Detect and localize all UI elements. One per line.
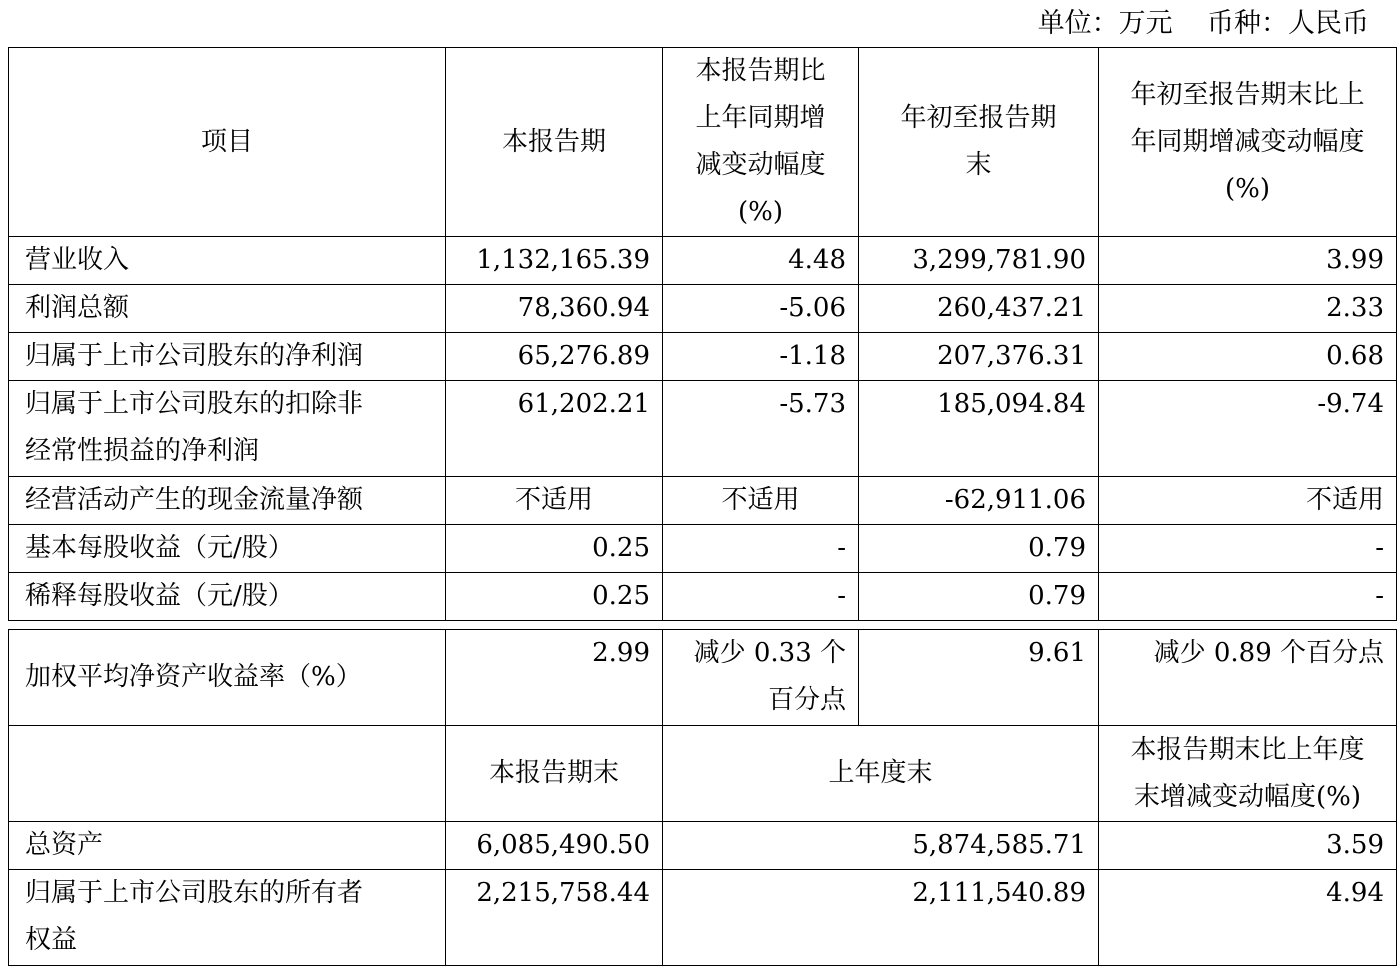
header-ytd-line1: 年初至报告期 — [900, 103, 1057, 133]
header-period-end: 本报告期末 — [446, 726, 663, 822]
key-financial-data-table — [8, 47, 1397, 621]
header-period-change — [1099, 726, 1397, 822]
header-blank — [9, 726, 446, 822]
cell-current: 61,202.21 — [446, 381, 663, 477]
cell-change: 3.59 — [1099, 822, 1397, 870]
row-item: 基本每股收益（元/股） — [9, 525, 446, 573]
table-row — [9, 237, 1397, 285]
cell-current: 2.99 — [446, 630, 663, 726]
cell-change: -5.73 — [663, 381, 859, 477]
cell-period-end: 2,215,758.44 — [446, 870, 663, 966]
row-item: 总资产 — [9, 822, 446, 870]
header-current-change-line4: (%) — [738, 197, 783, 227]
cell-ytd: 260,437.21 — [859, 285, 1099, 333]
header-current-change-line2: 上年同期增 — [695, 103, 826, 133]
cell-ytd: 207,376.31 — [859, 333, 1099, 381]
header-period-change-line1: 本报告期末比上年度 — [1130, 734, 1365, 765]
cell-ytd: 185,094.84 — [859, 381, 1099, 477]
cell-ytd-change: 减少 0.89 个百分点 — [1099, 630, 1397, 726]
cell-ytd: 0.79 — [859, 573, 1099, 621]
cell-current: 0.25 — [446, 525, 663, 573]
row-item: 经营活动产生的现金流量净额 — [9, 477, 446, 525]
header-ytd-line2: 末 — [965, 150, 992, 180]
cell-ytd: 9.61 — [859, 630, 1099, 726]
row-item — [9, 870, 446, 966]
cell-change: 4.48 — [663, 237, 859, 285]
table-row — [9, 822, 1397, 870]
cell-current: 78,360.94 — [446, 285, 663, 333]
cell-ytd-change: 2.33 — [1099, 285, 1397, 333]
header-period-change-line2: 末增减变动幅度(%) — [1134, 781, 1361, 812]
cell-change — [663, 630, 859, 726]
cell-change-line1: 减少 0.33 个 — [693, 638, 846, 668]
header-ytd-change-line3: (%) — [1225, 173, 1270, 204]
cell-ytd-change: 3.99 — [1099, 237, 1397, 285]
table-header-row — [9, 48, 1397, 237]
cell-change: - — [663, 573, 859, 621]
cell-current: 0.25 — [446, 573, 663, 621]
cell-current: 不适用 — [446, 477, 663, 525]
header-prior-year-end: 上年度末 — [663, 726, 1099, 822]
header-current-change-line3: 减变动幅度 — [695, 150, 826, 180]
row-item: 营业收入 — [9, 237, 446, 285]
cell-change: -5.06 — [663, 285, 859, 333]
cell-ytd-change: 不适用 — [1099, 477, 1397, 525]
header-current-change-line1: 本报告期比 — [695, 56, 826, 86]
cell-period-end: 6,085,490.50 — [446, 822, 663, 870]
cell-change: 不适用 — [663, 477, 859, 525]
balance-header-row — [9, 726, 1397, 822]
header-ytd — [859, 48, 1099, 237]
cell-change: - — [663, 525, 859, 573]
header-ytd-change-line2: 年同期增减变动幅度 — [1130, 126, 1365, 157]
table-row — [9, 525, 1397, 573]
row-item: 利润总额 — [9, 285, 446, 333]
cell-ytd-change: -9.74 — [1099, 381, 1397, 477]
cell-ytd-change: 0.68 — [1099, 333, 1397, 381]
header-ytd-change — [1099, 48, 1397, 237]
table-row — [9, 573, 1397, 621]
unit-currency-note: 单位：万元 币种：人民币 — [1037, 8, 1369, 39]
cell-current: 65,276.89 — [446, 333, 663, 381]
row-item — [9, 381, 446, 477]
header-current-period: 本报告期 — [446, 48, 663, 237]
cell-ytd: 0.79 — [859, 525, 1099, 573]
row-item-line1: 归属于上市公司股东的所有者 — [25, 878, 364, 908]
table-row — [9, 630, 1397, 726]
header-ytd-change-line1: 年初至报告期末比上 — [1130, 79, 1365, 110]
table-row — [9, 477, 1397, 525]
row-item-line2: 经常性损益的净利润 — [25, 436, 260, 466]
cell-change: -1.18 — [663, 333, 859, 381]
table-row — [9, 381, 1397, 477]
table-row — [9, 870, 1397, 966]
cell-ytd-change: - — [1099, 573, 1397, 621]
row-item-line1: 归属于上市公司股东的扣除非 — [25, 389, 364, 419]
row-item: 归属于上市公司股东的净利润 — [9, 333, 446, 381]
cell-current: 1,132,165.39 — [446, 237, 663, 285]
row-item-line2: 权益 — [25, 925, 78, 955]
cell-ytd: -62,911.06 — [859, 477, 1099, 525]
cell-prior-year-end: 5,874,585.71 — [663, 822, 1099, 870]
cell-ytd-change: - — [1099, 525, 1397, 573]
row-item: 加权平均净资产收益率（%） — [9, 630, 446, 726]
cell-change-line2: 百分点 — [767, 685, 846, 715]
cell-prior-year-end: 2,111,540.89 — [663, 870, 1099, 966]
table-row — [9, 333, 1397, 381]
row-item: 稀释每股收益（元/股） — [9, 573, 446, 621]
cell-ytd: 3,299,781.90 — [859, 237, 1099, 285]
roe-and-balance-table — [8, 629, 1397, 966]
cell-change: 4.94 — [1099, 870, 1397, 966]
table-row — [9, 285, 1397, 333]
header-item: 项目 — [9, 48, 446, 237]
header-current-change — [663, 48, 859, 237]
